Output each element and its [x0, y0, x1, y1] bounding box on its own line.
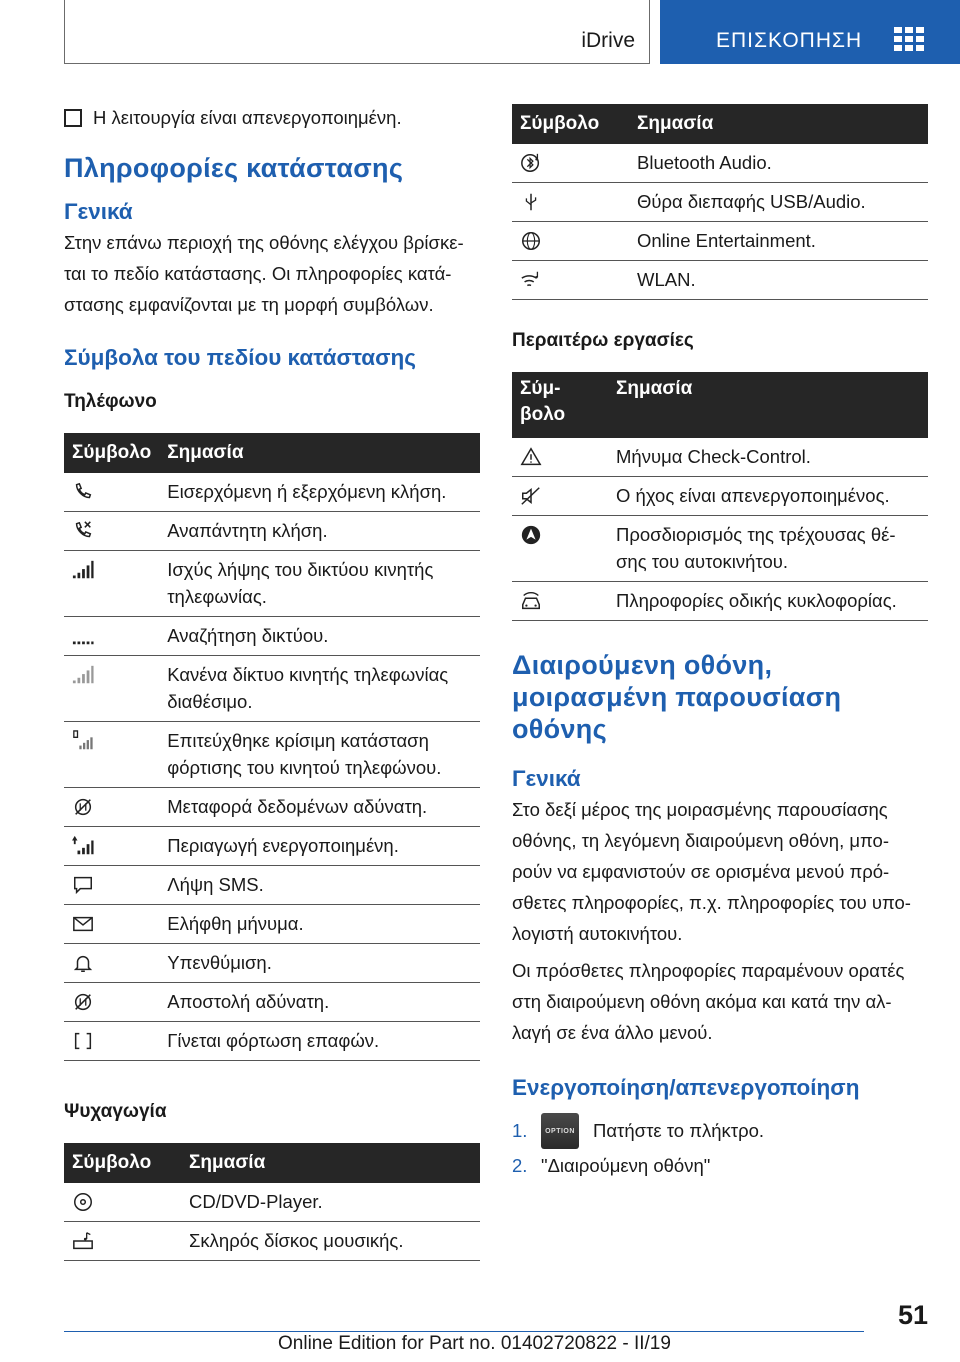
mute-icon	[520, 485, 542, 507]
additional-table-col-meaning: Σημασία	[608, 372, 928, 438]
location-arrow-icon	[520, 524, 542, 546]
table-row	[64, 473, 480, 512]
table-row	[512, 582, 928, 621]
battery-critical-icon	[72, 730, 94, 752]
table-row	[64, 944, 480, 983]
row-text: Ελήφθη μήνυμα.	[159, 905, 480, 944]
general-heading: Γενικά	[64, 199, 133, 225]
online-entertainment-icon	[520, 230, 542, 252]
right-column	[512, 104, 928, 1177]
disc-icon	[72, 1191, 94, 1213]
sms-bubble-icon	[72, 874, 94, 896]
row-text: CD/DVD-Player.	[181, 1183, 480, 1222]
table-row	[512, 477, 928, 516]
entertainment-table	[64, 1143, 480, 1261]
table-row	[64, 866, 480, 905]
row-text: Κανένα δίκτυο κινητής τηλεφωνίας διαθέσιμο.	[159, 656, 480, 722]
entertainment-table-col-symbol: Σύμβολο	[64, 1143, 181, 1183]
additional-table-col-symbol: Σύμ- βολο	[512, 372, 608, 438]
table-row	[512, 261, 928, 300]
page-title: Πληροφορίες κατάστασης	[64, 153, 404, 183]
row-text: Πληροφορίες οδικής κυκλοφορίας.	[608, 582, 928, 621]
table-row	[512, 144, 928, 183]
envelope-icon	[72, 913, 94, 935]
row-text: Λήψη SMS.	[159, 866, 480, 905]
row-text: Υπενθύμιση.	[159, 944, 480, 983]
row-text: Αποστολή αδύνατη.	[159, 983, 480, 1022]
entertainment-table-col-meaning: Σημασία	[181, 1143, 480, 1183]
split-paragraph-2: Οι πρόσθετες πληροφορίες παραμένουν ορατές στη διαιρούμενη οθόνη ακόμα και κατά την αλ- λαγή σε ένα άλλο μενού.	[512, 960, 905, 1043]
wlan-icon	[520, 269, 542, 291]
list-item	[512, 1113, 928, 1149]
table-row	[512, 516, 928, 582]
row-text: Επιτεύχθηκε κρίσιμη κατάσταση φόρτισης του κινητού τηλεφώνου.	[159, 722, 480, 788]
table-row	[64, 983, 480, 1022]
row-text: Θύρα διεπαφής USB/Audio.	[629, 183, 928, 222]
data-transfer-unavailable-icon	[72, 796, 94, 818]
step-text: "Διαιρούμενη οθόνη"	[541, 1155, 711, 1176]
section-tab-label: ΕΠΙΣΚΟΠΗΣΗ	[716, 29, 863, 52]
row-text: Μεταφορά δεδομένων αδύνατη.	[159, 788, 480, 827]
row-text: Ισχύς λήψης του δικτύου κινητής τηλεφωνίας.	[159, 551, 480, 617]
section-tab[interactable]	[660, 0, 960, 64]
row-text: Μήνυμα Check-Control.	[608, 438, 928, 477]
table-row	[64, 656, 480, 722]
row-text: Αναζήτηση δικτύου.	[159, 617, 480, 656]
table-row	[64, 1222, 480, 1261]
table-row	[64, 722, 480, 788]
table-row	[64, 1183, 480, 1222]
additional-heading: Περαιτέρω εργασίες	[512, 330, 694, 351]
step-number: 2.	[512, 1155, 528, 1176]
contacts-loading-icon	[72, 1030, 94, 1052]
phone-handset-icon	[72, 481, 94, 503]
step-text: Πατήστε το πλήκτρο.	[593, 1120, 765, 1141]
table-row	[512, 438, 928, 477]
entertainment-sources-table	[512, 104, 928, 300]
phone-heading: Τηλέφωνο	[64, 391, 157, 413]
table-row	[64, 512, 480, 551]
table-row	[64, 905, 480, 944]
row-text: WLAN.	[629, 261, 928, 300]
table-row	[64, 1022, 480, 1061]
header-app-label: iDrive	[581, 29, 635, 52]
general-paragraph: Στην επάνω περιοχή της οθόνης ελέγχου βρίσκε- ται το πεδίο κατάστασης. Οι πληροφορίες κατά- στασης εμφανίζονται με τη μορφή συμβόλων.	[64, 232, 464, 316]
row-text: Online Entertainment.	[629, 222, 928, 261]
list-item	[512, 1155, 928, 1177]
phone-table-col-meaning: Σημασία	[159, 433, 480, 473]
header-frame	[64, 0, 650, 64]
option-button-icon: OPTION	[541, 1113, 579, 1149]
hard-disk-music-icon	[72, 1230, 94, 1252]
footer-divider	[64, 1331, 864, 1332]
table-row	[64, 788, 480, 827]
traffic-info-icon	[520, 590, 542, 612]
no-network-icon	[72, 664, 94, 686]
note-text: Η λειτουργία είναι απενεργοποιημένη.	[93, 107, 402, 128]
row-text: Προσδιορισμός της τρέχουσας θέ- σης του αυτοκινήτου.	[608, 516, 928, 582]
left-column	[64, 104, 480, 1261]
sources-table-col-meaning: Σημασία	[629, 104, 928, 144]
symbols-heading: Σύμβολα του πεδίου κατάστασης	[64, 345, 416, 371]
grid-menu-icon[interactable]	[894, 27, 924, 51]
footer-edition-text: Online Edition for Part no. 01402720822 - II/19	[278, 1333, 671, 1354]
roaming-icon	[72, 835, 94, 857]
table-row	[64, 551, 480, 617]
activation-heading: Ενεργοποίηση/απενεργοποίηση	[512, 1075, 860, 1100]
page-number: 51	[897, 1300, 928, 1330]
split-general-heading: Γενικά	[512, 766, 581, 791]
warning-triangle-icon	[520, 446, 542, 468]
split-screen-title: Διαιρούμενη οθόνη, μοιρασμένη παρουσίαση οθόνης	[512, 650, 842, 744]
row-text: Ο ήχος είναι απενεργοποιημένος.	[608, 477, 928, 516]
missed-call-icon	[72, 520, 94, 542]
table-row	[512, 222, 928, 261]
network-search-icon	[72, 625, 94, 647]
bell-icon	[72, 952, 94, 974]
send-failed-icon	[72, 991, 94, 1013]
entertainment-heading: Ψυχαγωγία	[64, 1101, 167, 1123]
row-text: Γίνεται φόρτωση επαφών.	[159, 1022, 480, 1061]
phone-table	[64, 433, 480, 1061]
row-text: Περιαγωγή ενεργοποιημένη.	[159, 827, 480, 866]
phone-table-col-symbol: Σύμβολο	[64, 433, 159, 473]
additional-table	[512, 372, 928, 621]
table-row	[64, 617, 480, 656]
step-number: 1.	[512, 1120, 528, 1141]
row-text: Εισερχόμενη ή εξερχόμενη κλήση.	[159, 473, 480, 512]
row-text: Αναπάντητη κλήση.	[159, 512, 480, 551]
signal-strength-icon	[72, 559, 94, 581]
table-row	[512, 183, 928, 222]
bluetooth-audio-icon	[520, 152, 542, 174]
usb-icon	[520, 191, 542, 213]
checkbox-icon	[64, 109, 82, 127]
row-text: Bluetooth Audio.	[629, 144, 928, 183]
note-line	[64, 104, 480, 132]
row-text: Σκληρός δίσκος μουσικής.	[181, 1222, 480, 1261]
sources-table-col-symbol: Σύμβολο	[512, 104, 629, 144]
split-paragraph-1: Στο δεξί μέρος της μοιρασμένης παρουσίασης οθόνης, τη λεγόμενη διαιρούμενη οθόνη, μπο- ρούν να εμφανιστούν σε ορισμένα μενού πρό- σθετες πληροφορίες, π.χ. πληροφορίες του υπο- λογιστή αυτοκινήτου.	[512, 799, 911, 944]
table-row	[64, 827, 480, 866]
